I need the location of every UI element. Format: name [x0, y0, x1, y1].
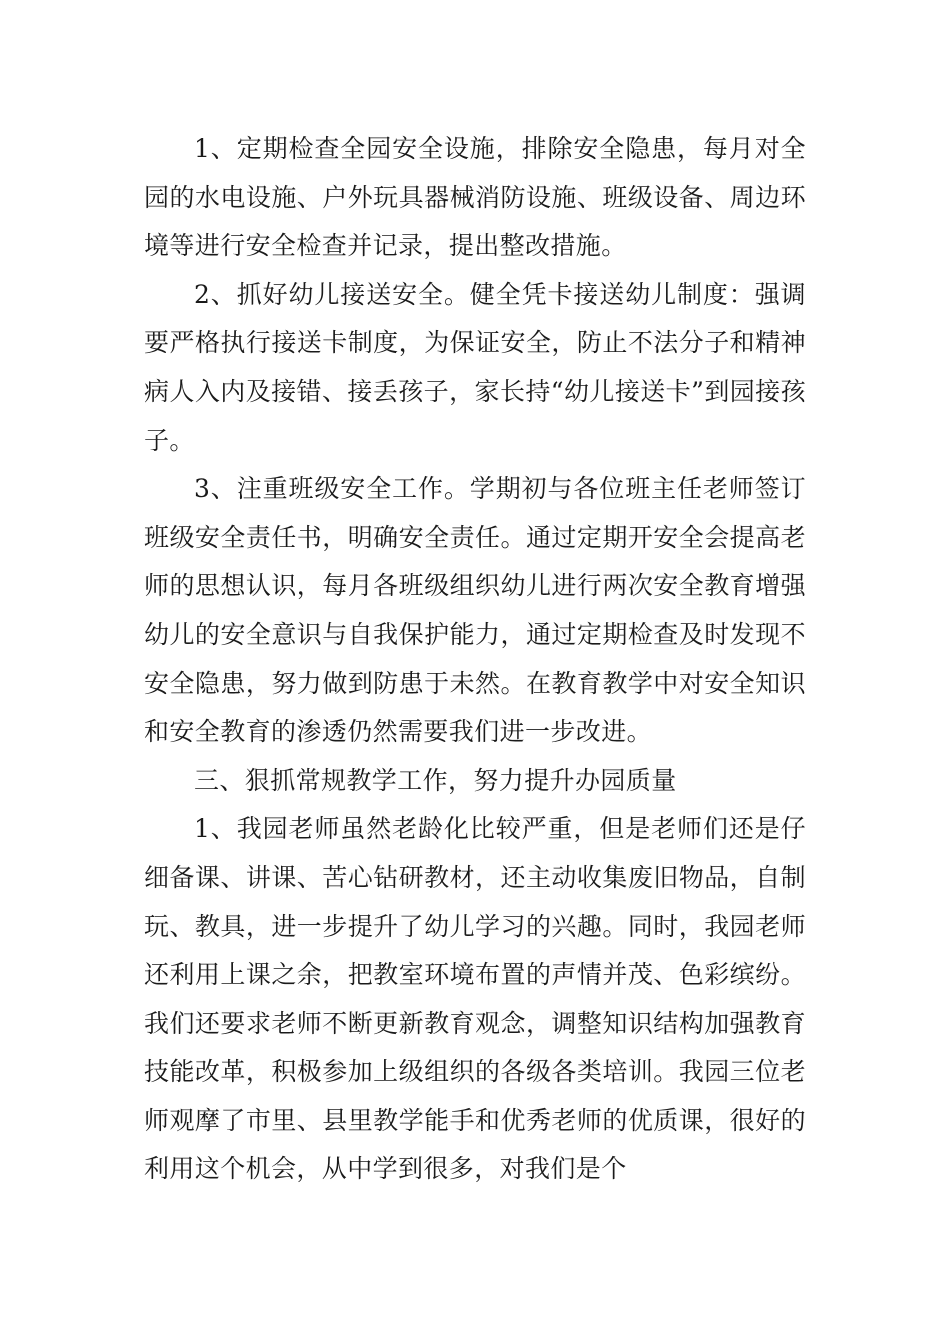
paragraph-item-1: 1、定期检查全园安全设施，排除安全隐患，每月对全园的水电设施、户外玩具器械消防设施、班级设备、周边环境等进行安全检查并记录，提出整改措施。 [144, 134, 806, 261]
paragraph-item-3: 3、注重班级安全工作。学期初与各位班主任老师签订班级安全责任书，明确安全责任。通过定期开安全会提高老师的思想认识，每月各班级组织幼儿进行两次安全教育增强幼儿的安全意识与自我保护能力，通过定期检查及时发现不安全隐患，努力做到防患于未然。在教育教学中对安全知识和安全教育的渗透仍然需要我们进一步改进。 [144, 474, 806, 747]
paragraph-item-4: 1、我园老师虽然老龄化比较严重，但是老师们还是仔细备课、讲课、苦心钻研教材，还主动收集废旧物品，自制玩、教具，进一步提升了幼儿学习的兴趣。同时，我园老师还利用上课之余，把教室环境布置的声情并茂、色彩缤纷。我们还要求老师不断更新教育观念，调整知识结构加强教育技能改革，积极参加上级组织的各级各类培训。我园三位老师观摩了市里、县里教学能手和优秀老师的优质课，很好的利用这个机会，从中学到很多，对我们是个 [144, 814, 806, 1184]
paragraph-item-2: 2、抓好幼儿接送安全。健全凭卡接送幼儿制度：强调要严格执行接送卡制度，为保证安全，防止不法分子和精神病人入内及接错、接丢孩子，家长持“幼儿接送卡”到园接孩子。 [144, 279, 806, 455]
section-heading: 三、狠抓常规教学工作，努力提升办园质量 [194, 765, 677, 795]
document-body [144, 125, 806, 1194]
